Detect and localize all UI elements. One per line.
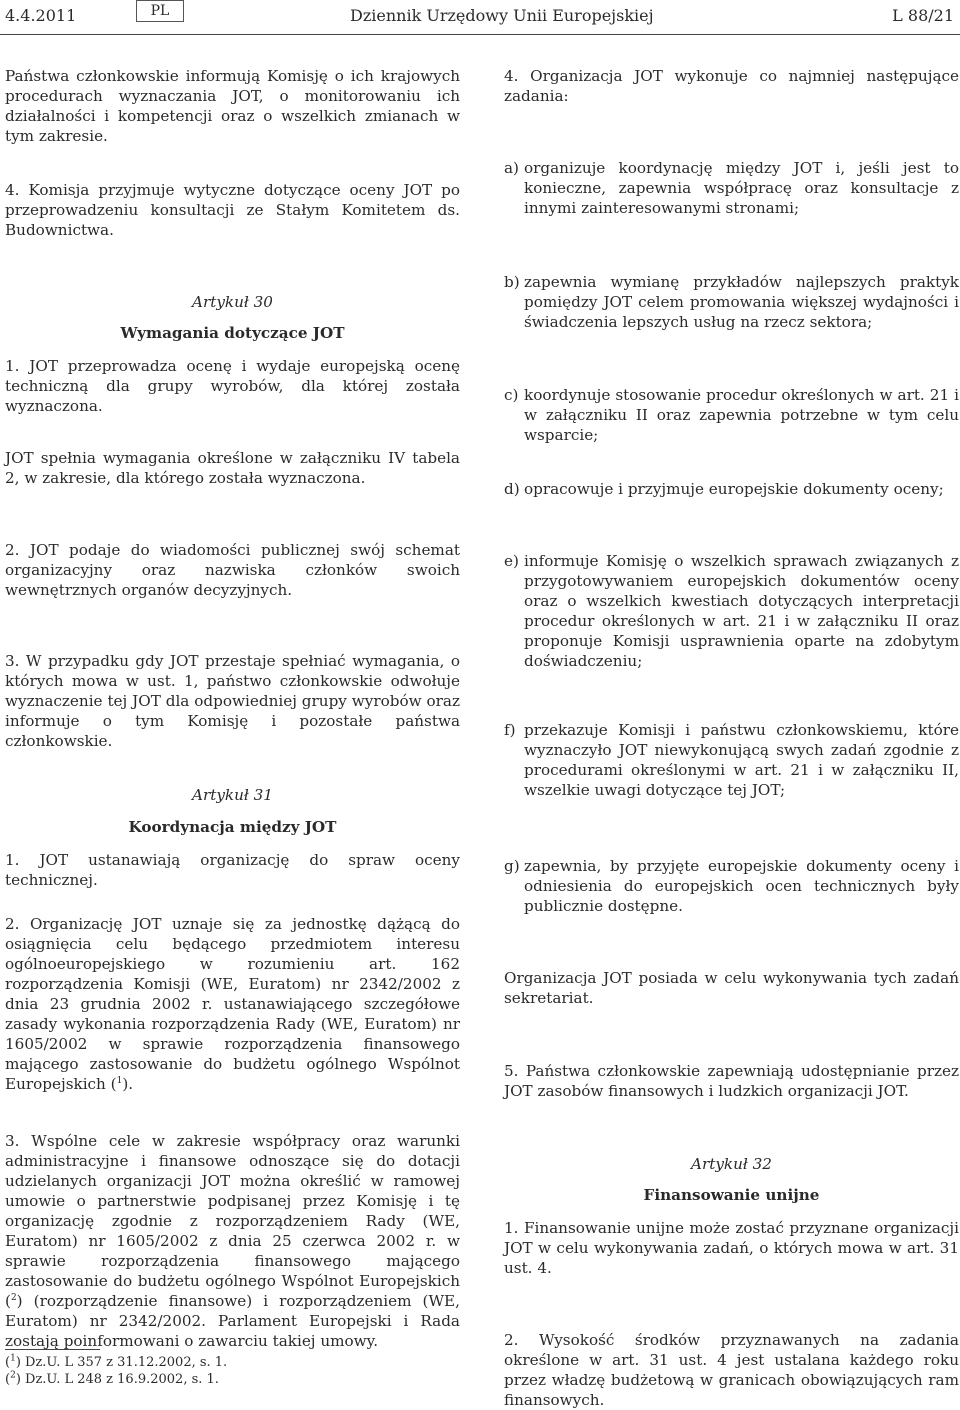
paragraph bbox=[504, 1061, 959, 1101]
list-item-text: organizuje koordynację między JOT i, jeśli jest to konieczne, zapewnia współpracę oraz konsultacje z innymi zainteresowanymi stronami; bbox=[524, 159, 959, 217]
paragraph-end: . bbox=[128, 1075, 134, 1093]
list-item-text: opracowuje i przyjmuje europejskie dokumenty oceny; bbox=[524, 480, 944, 498]
page-number: L 88/21 bbox=[892, 6, 954, 25]
footnote-body: Dz.U. L 248 z 16.9.2002, s. 1. bbox=[25, 1372, 219, 1387]
article-heading: Wymagania dotyczące JOT bbox=[120, 324, 345, 342]
header-rule bbox=[0, 34, 960, 35]
footnote-2 bbox=[5, 1372, 460, 1388]
article-32-heading bbox=[504, 1185, 959, 1205]
paragraph bbox=[5, 540, 460, 600]
paragraph bbox=[5, 448, 460, 488]
list-item-text: koordynuje stosowanie procedur określonych w art. 21 i w załączniku II oraz zapewnia potrzebne w tym celu wsparcie; bbox=[524, 386, 959, 444]
article-number: Artykuł 31 bbox=[192, 786, 273, 804]
footnote-number: 1 bbox=[10, 1353, 16, 1364]
list-item-label: d) bbox=[504, 480, 520, 498]
article-30-heading bbox=[5, 323, 460, 343]
paragraph bbox=[504, 1330, 959, 1410]
list-item bbox=[504, 385, 959, 445]
article-heading: Koordynacja między JOT bbox=[128, 818, 337, 836]
article-31-title bbox=[5, 785, 460, 805]
paragraph-text: 2. Wysokość środków przyznawanych na zadania określone w art. 31 ust. 4 jest ustalana każdego roku przez władzę budżetową w granicach obowiązujących ram finansowych. bbox=[504, 1331, 959, 1409]
paragraph-text: 4. Komisja przyjmuje wytyczne dotyczące oceny JOT po przeprowadzeniu konsultacji ze Stałym Komitetem ds. Budownictwa. bbox=[5, 181, 460, 239]
list-item-label: f) bbox=[504, 721, 516, 739]
list-item-text: przekazuje Komisji i państwu członkowskiemu, które wyznaczyło JOT niewykonującą swych zadań zgodnie z procedurami określonymi w art. 21 i w załączniku II, wszelkie uwagi dotyczące tej JOT; bbox=[524, 721, 959, 799]
list-item-text: zapewnia wymianę przykładów najlepszych praktyk pomiędzy JOT celem promowania większej wydajności i świadczenia lepszych usług na rzecz sektora; bbox=[524, 273, 959, 331]
paragraph bbox=[5, 1131, 460, 1351]
list-item-label: c) bbox=[504, 386, 519, 404]
paragraph-text: 3. Wspólne cele w zakresie współpracy oraz warunki administracyjne i finansowe odnoszące się do dotacji udzielanych organizacji JOT można określić w ramowej umowie o partnerstwie podpisanej przez Komisję i tę organizację zgodnie z rozporządzeniem Rady (WE, Euratom) nr 1605/2002 z dnia 25 czerwca 2002 r. w sprawie rozporządzenia finansowego mającego zastosowanie do budżetu ogólnego Wspólnot Europejskich ($^2$) (rozporządzenie finansowe) i rozporządzeniem (WE, Euratom) nr 2342/2002. Parlament Europejski i Rada zostają poinformowani o zawarciu takiej umowy. bbox=[5, 1132, 460, 1350]
list-item-label: e) bbox=[504, 552, 519, 570]
paragraph-text: Organizacja JOT posiada w celu wykonywania tych zadań sekretariat. bbox=[504, 969, 959, 1007]
paragraph-text: 5. Państwa członkowskie zapewniają udostępnianie przez JOT zasobów finansowych i ludzkich organizacji JOT. bbox=[504, 1062, 959, 1100]
paragraph-text: 3. W przypadku gdy JOT przestaje spełniać wymagania, o których mowa w ust. 1, państwo członkowskie odwołuje wyznaczenie tej JOT dla odpowiedniej grupy wyrobów oraz informuje o tym Komisję i pozostałe państwa członkowskie. bbox=[5, 652, 460, 750]
list-item-label: a) bbox=[504, 159, 519, 177]
article-31-heading bbox=[5, 817, 460, 837]
paragraph bbox=[5, 356, 460, 416]
paragraph-text: 2. JOT podaje do wiadomości publicznej swój schemat organizacyjny oraz nazwiska członków swoich wewnętrznych organów decyzyjnych. bbox=[5, 541, 460, 599]
list-item-text: zapewnia, by przyjęte europejskie dokumenty oceny i odniesienia do europejskich ocen technicznych były publicznie dostępne. bbox=[524, 857, 959, 915]
paragraph-body: 2. Organizację JOT uznaje się za jednostkę dążącą do osiągnięcia celu będącego przedmiotem interesu ogólnoeuropejskiego w rozumieniu art. 162 rozporządzenia Komisji (WE, Euratom) nr 2342/2002 z dnia 23 grudnia 2002 r. ustanawiającego szczegółowe zasady wykonania rozporządzenia Rady (WE, Euratom) nr 1605/2002 w sprawie rozporządzenia finansowego mającego zastosowanie do budżetu ogólnego Wspólnot Europejskich bbox=[5, 915, 460, 1093]
paragraph bbox=[504, 1218, 959, 1278]
list-item bbox=[504, 272, 959, 332]
paragraph bbox=[5, 914, 460, 1094]
journal-title: Dziennik Urzędowy Unii Europejskiej bbox=[350, 6, 654, 25]
list-item-label: b) bbox=[504, 273, 520, 291]
article-number: Artykuł 30 bbox=[192, 293, 273, 311]
footnote-ref[interactable]: 2 bbox=[10, 1292, 17, 1303]
language-badge: PL bbox=[136, 0, 184, 22]
list-item bbox=[504, 158, 959, 218]
paragraph-text: 1. JOT przeprowadza ocenę i wydaje europejską ocenę techniczną dla grupy wyrobów, dla której została wyznaczona. bbox=[5, 357, 460, 415]
paragraph bbox=[504, 66, 959, 106]
paragraph-body: 3. Wspólne cele w zakresie współpracy oraz warunki administracyjne i finansowe odnoszące się do dotacji udzielanych organizacji JOT można określić w ramowej umowie o partnerstwie podpisanej przez Komisję i tę organizację zgodnie z rozporządzeniem Rady (WE, Euratom) nr 1605/2002 z dnia 25 czerwca 2002 r. w sprawie rozporządzenia finansowego mającego zastosowanie do budżetu ogólnego Wspólnot Europejskich bbox=[5, 1132, 460, 1290]
footnote-ref[interactable]: 1 bbox=[116, 1075, 123, 1086]
footnote-body: Dz.U. L 357 z 31.12.2002, s. 1. bbox=[25, 1355, 228, 1370]
paragraph bbox=[5, 66, 460, 146]
paragraph bbox=[5, 180, 460, 240]
publication-date: 4.4.2011 bbox=[5, 6, 77, 25]
list-item bbox=[504, 479, 959, 499]
paragraph-text: Państwa członkowskie informują Komisję o ich krajowych procedurach wyznaczania JOT, o monitorowaniu ich działalności i kompetencji oraz o wszelkich zmianach w tym zakresie. bbox=[5, 67, 460, 145]
list-item bbox=[504, 856, 959, 916]
footnote-text: ($^1$) Dz.U. L 357 z 31.12.2002, s. 1. bbox=[5, 1353, 228, 1370]
footnote-1 bbox=[5, 1355, 460, 1371]
paragraph-text: 4. Organizacja JOT wykonuje co najmniej następujące zadania: bbox=[504, 67, 959, 105]
paragraph-text: 2. Organizację JOT uznaje się za jednostkę dążącą do osiągnięcia celu będącego przedmiotem interesu ogólnoeuropejskiego w rozumieniu art. 162 rozporządzenia Komisji (WE, Euratom) nr 2342/2002 z dnia 23 grudnia 2002 r. ustanawiającego szczegółowe zasady wykonania rozporządzenia Rady (WE, Euratom) nr 1605/2002 w sprawie rozporządzenia finansowego mającego zastosowanie do budżetu ogólnego Wspólnot Europejskich ($^1$). bbox=[5, 915, 460, 1093]
paragraph-text: JOT spełnia wymagania określone w załączniku IV tabela 2, w zakresie, dla którego została wyznaczona. bbox=[5, 449, 460, 487]
page-header bbox=[0, 0, 960, 44]
paragraph-body: (rozporządzenie finansowe) i rozporządzeniem (WE, Euratom) nr 2342/2002. Parlament Europejski i Rada zostają poinformowani o zawarciu takiej umowy. bbox=[5, 1292, 460, 1350]
paragraph-text: 1. JOT ustanawiają organizację do spraw oceny technicznej. bbox=[5, 851, 460, 889]
footnote-text: ($^2$) Dz.U. L 248 z 16.9.2002, s. 1. bbox=[5, 1370, 219, 1387]
article-number: Artykuł 32 bbox=[691, 1155, 772, 1173]
list-item-text: informuje Komisję o wszelkich sprawach związanych z przygotowywaniem europejskich dokumentów oceny oraz o wszelkich kwestiach dotyczących interpretacji procedur określonych w art. 21 i w załączniku II oraz proponuje Komisji usprawnienia oparte na zdobytym doświadczeniu; bbox=[524, 552, 959, 670]
article-30-title bbox=[5, 292, 460, 312]
article-heading: Finansowanie unijne bbox=[643, 1186, 820, 1204]
article-32-title bbox=[504, 1154, 959, 1174]
list-item bbox=[504, 551, 959, 671]
footnote-number: 2 bbox=[10, 1370, 16, 1381]
paragraph bbox=[5, 651, 460, 751]
paragraph-text: 1. Finansowanie unijne może zostać przyznane organizacji JOT w celu wykonywania zadań, o których mowa w art. 31 ust. 4. bbox=[504, 1219, 959, 1277]
paragraph bbox=[5, 850, 460, 890]
list-item-label: g) bbox=[504, 857, 520, 875]
footnote-rule bbox=[5, 1349, 100, 1350]
list-item bbox=[504, 720, 959, 800]
paragraph bbox=[504, 968, 959, 1008]
